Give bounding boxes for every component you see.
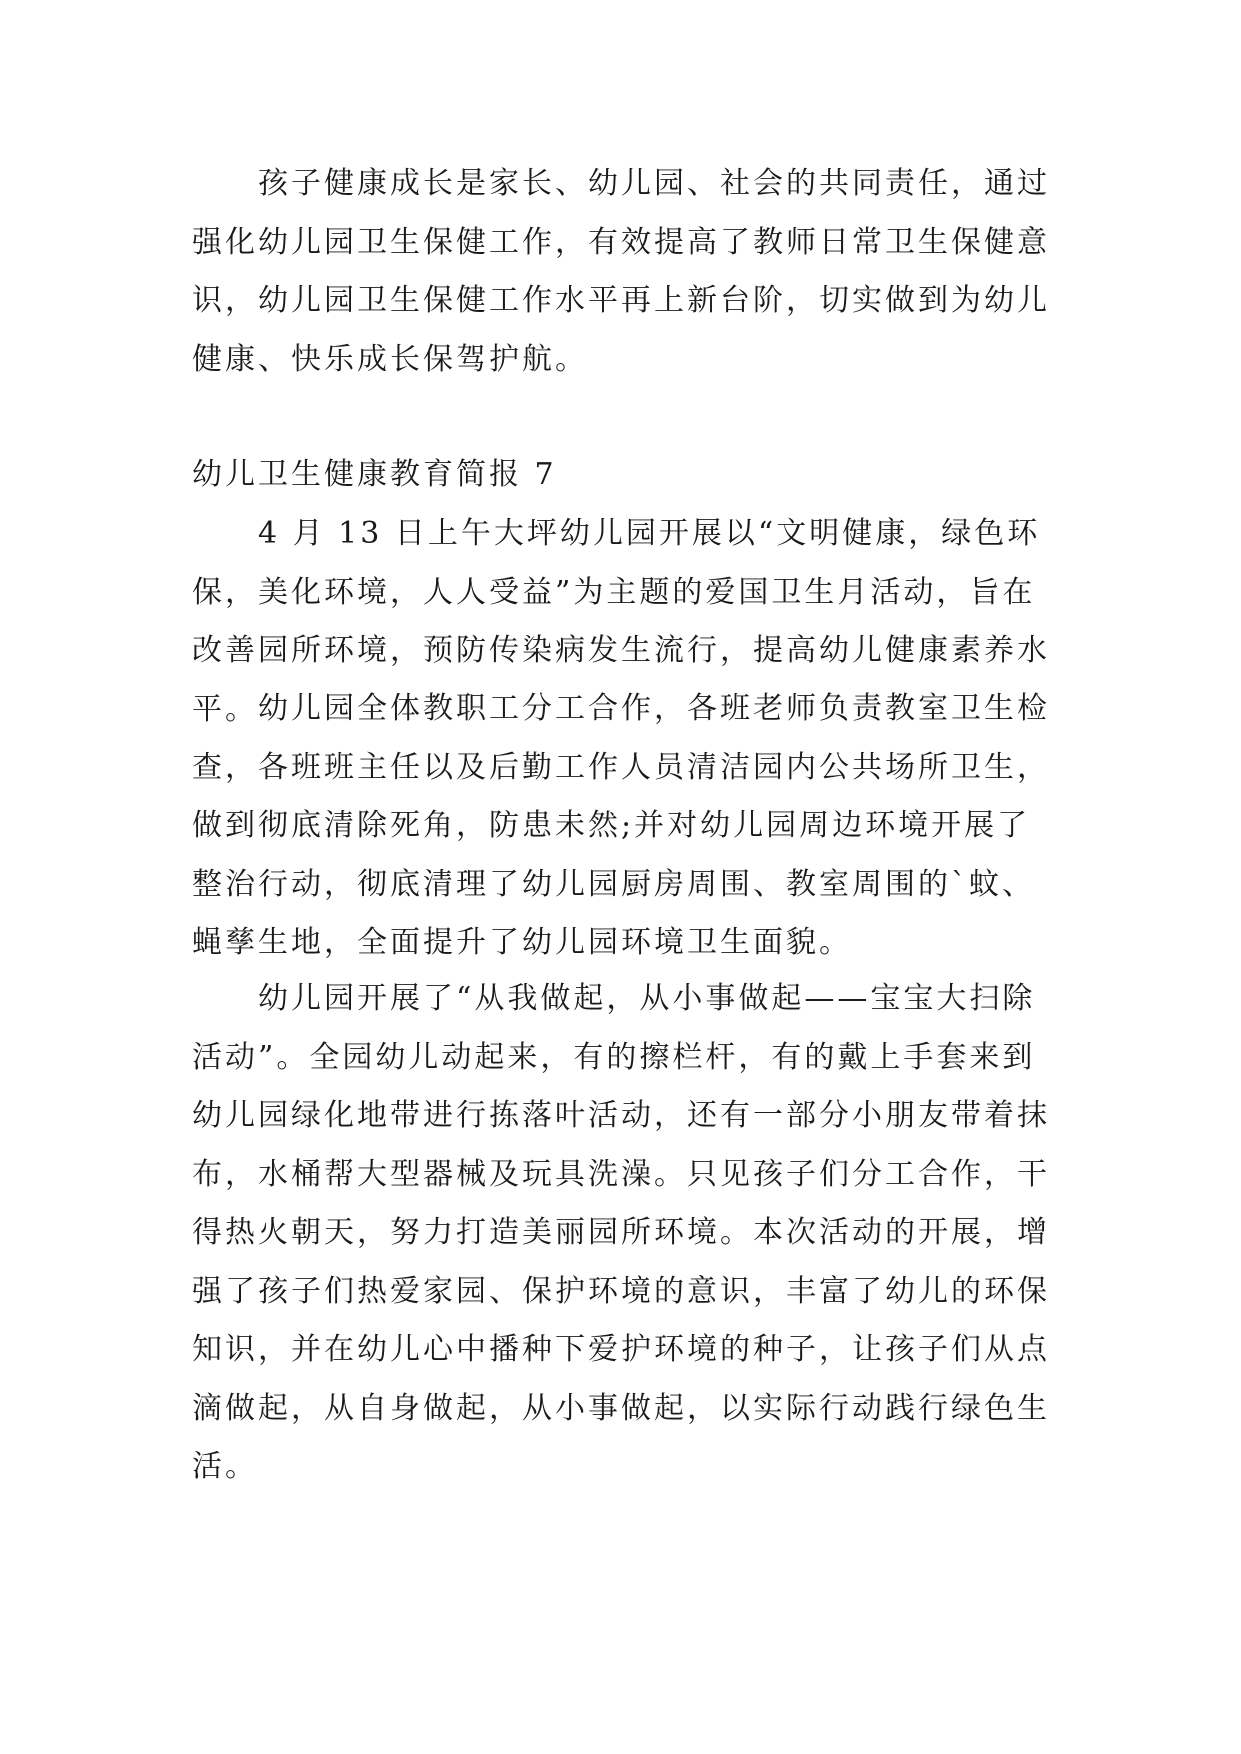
section-title: 幼儿卫生健康教育简报 7 [192, 457, 557, 492]
body-paragraph-1: 4 月 13 日上午大坪幼儿园开展以“文明健康，绿色环保，美化环境，人人受益”为主题的爱国卫生月活动，旨在改善园所环境，预防传染病发生流行，提高幼儿健康素养水平。 [192, 516, 1050, 727]
body-paragraph-2: 幼儿园全体教职工分工合作，各班老师负责教室卫生检查，各班班主任以及后勤工作人员清洁园内公共场所卫生，做到彻底清除死角，防患未然;并对幼儿园周边环境开展了整治行动，彻底清理了幼儿园厨房周围、教室周围的`蚊、蝇孳生地，全面提升了幼儿园环境卫生面貌。 [192, 691, 1050, 960]
body-paragraph-3: 幼儿园开展了“从我做起，从小事做起——宝宝大扫除活动”。全园幼儿动起来，有的擦栏杆，有的戴上手套来到幼儿园绿化地带进行拣落叶活动，还有一部分小朋友带着抹布，水桶帮大型器械及玩具洗澡。只见孩子们分工合作，干得热火朝天，努力打造美丽园所环境。本次活动的开展，增强了孩子们热爱家园、保护环境的意识，丰富了幼儿的环保知识，并在幼儿心中播种下爱护环境的种子，让孩子们从点滴做起，从自身做起，从小事做起，以实际行动践行绿色生活。 [192, 981, 1050, 1484]
intro-paragraph: 孩子健康成长是家长、幼儿园、社会的共同责任，通过强化幼儿园卫生保健工作，有效提高了教师日常卫生保健意识，幼儿园卫生保健工作水平再上新台阶，切实做到为幼儿健康、快乐成长保驾护航。 [192, 166, 1050, 377]
